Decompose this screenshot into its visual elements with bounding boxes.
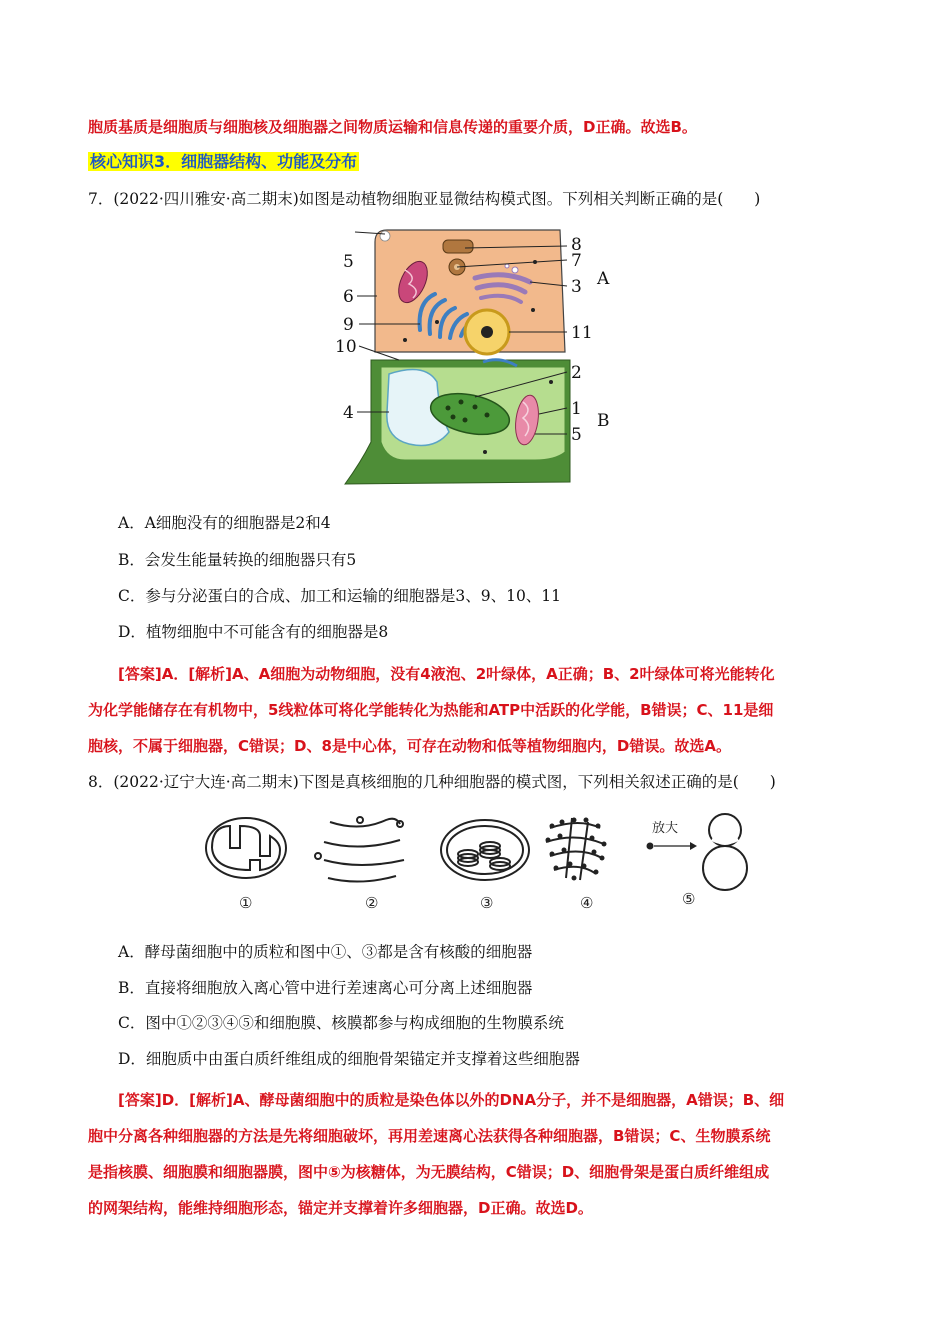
label-2: 2 bbox=[571, 363, 582, 383]
q8-organelle-diagram bbox=[200, 808, 760, 918]
q7-option-a: A．A细胞没有的细胞器是2和4 bbox=[118, 514, 331, 532]
section-heading-text: 核心知识3．细胞器结构、功能及分布 bbox=[90, 152, 358, 171]
q8-option-b: B．直接将细胞放入离心管中进行差速离心可分离上述细胞器 bbox=[118, 979, 533, 997]
q7-answer-line-2: 为化学能储存在有机物中，5线粒体可将化学能转化为热能和ATP中活跃的化学能，B错误；C、11是细 bbox=[88, 701, 774, 719]
q7-cell-diagram bbox=[325, 222, 625, 488]
q8-option-d: D．细胞质中由蛋白质纤维组成的细胞骨架锚定并支撑着这些细胞器 bbox=[118, 1050, 580, 1068]
caption-3: ③ bbox=[480, 894, 494, 912]
q8-answer-line-4: 的网架结构，能维持细胞形态，锚定并支撑着许多细胞器，D正确。故选D。 bbox=[88, 1199, 593, 1217]
q8-answer-line-3: 是指核膜、细胞膜和细胞器膜，图中⑤为核糖体，为无膜结构，C错误；D、细胞骨架是蛋白质纤维组成 bbox=[88, 1163, 770, 1181]
label-8: 8 bbox=[571, 235, 582, 255]
q8-stem: 8．(2022·辽宁大连·高二期末)下图是真核细胞的几种细胞器的模式图，下列相关叙述正确的是( ) bbox=[88, 773, 776, 791]
q7-option-d: D．植物细胞中不可能含有的细胞器是8 bbox=[118, 623, 389, 641]
q8-answer-line-1: [答案]D．[解析]A、酵母菌细胞中的质粒是染色体以外的DNA分子，并不是细胞器，A错误；B、细 bbox=[118, 1091, 785, 1109]
label-9: 9 bbox=[343, 315, 354, 335]
q8-option-c: C．图中①②③④⑤和细胞膜、核膜都参与构成细胞的生物膜系统 bbox=[118, 1014, 564, 1032]
label-5b: 5 bbox=[571, 425, 582, 445]
label-cell-b: B bbox=[597, 411, 610, 431]
q7-option-c: C．参与分泌蛋白的合成、加工和运输的细胞器是3、9、10、11 bbox=[118, 587, 562, 605]
label-11: 11 bbox=[571, 323, 593, 343]
q8-answer bbox=[88, 1082, 864, 1226]
label-5a: 5 bbox=[343, 252, 354, 272]
label-7: 7 bbox=[571, 251, 582, 271]
label-1: 1 bbox=[571, 399, 582, 419]
section-heading bbox=[88, 151, 862, 173]
label-6: 6 bbox=[343, 287, 354, 307]
centriole bbox=[443, 240, 473, 253]
organelle-2-golgi bbox=[315, 817, 404, 882]
q8-answer-line-2: 胞中分离各种细胞器的方法是先将细胞破坏，再用差速离心法获得各种细胞器，B错误；C、生物膜系统 bbox=[88, 1127, 771, 1145]
organelle-3-chloroplast bbox=[441, 820, 529, 880]
q7-answer-line-3: 胞核，不属于细胞器，C错误；D、8是中心体，可存在动物和低等植物细胞内，D错误。故选A。 bbox=[88, 737, 731, 755]
organelle-5-ribosome-dot bbox=[647, 843, 654, 850]
organelle-5-ribosome bbox=[703, 814, 747, 890]
q7-stem: 7．(2022·四川雅安·高二期末)如图是动植物细胞亚显微结构模式图。下列相关判断正确的是( ) bbox=[88, 190, 761, 208]
label-3: 3 bbox=[571, 277, 582, 297]
q7-answer-line-1: [答案]A．[解析]A、A细胞为动物细胞，没有4液泡、2叶绿体，A正确；B、2叶绿体可将光能转化 bbox=[118, 665, 775, 683]
caption-5: ⑤ bbox=[682, 890, 696, 908]
caption-4: ④ bbox=[580, 894, 594, 912]
label-10: 10 bbox=[335, 337, 357, 357]
q7-answer bbox=[88, 656, 864, 764]
caption-2: ② bbox=[365, 894, 379, 912]
label-4: 4 bbox=[343, 403, 354, 423]
top-text: 胞质基质是细胞质与细胞核及细胞器之间物质运输和信息传递的重要介质，D正确。故选B。 bbox=[88, 118, 697, 136]
label-cell-a: A bbox=[597, 269, 610, 289]
caption-1: ① bbox=[239, 894, 253, 912]
q8-option-a: A．酵母菌细胞中的质粒和图中①、③都是含有核酸的细胞器 bbox=[118, 943, 533, 961]
zoom-label: 放大 bbox=[652, 821, 679, 836]
q7-option-b: B．会发生能量转换的细胞器只有5 bbox=[118, 551, 357, 569]
